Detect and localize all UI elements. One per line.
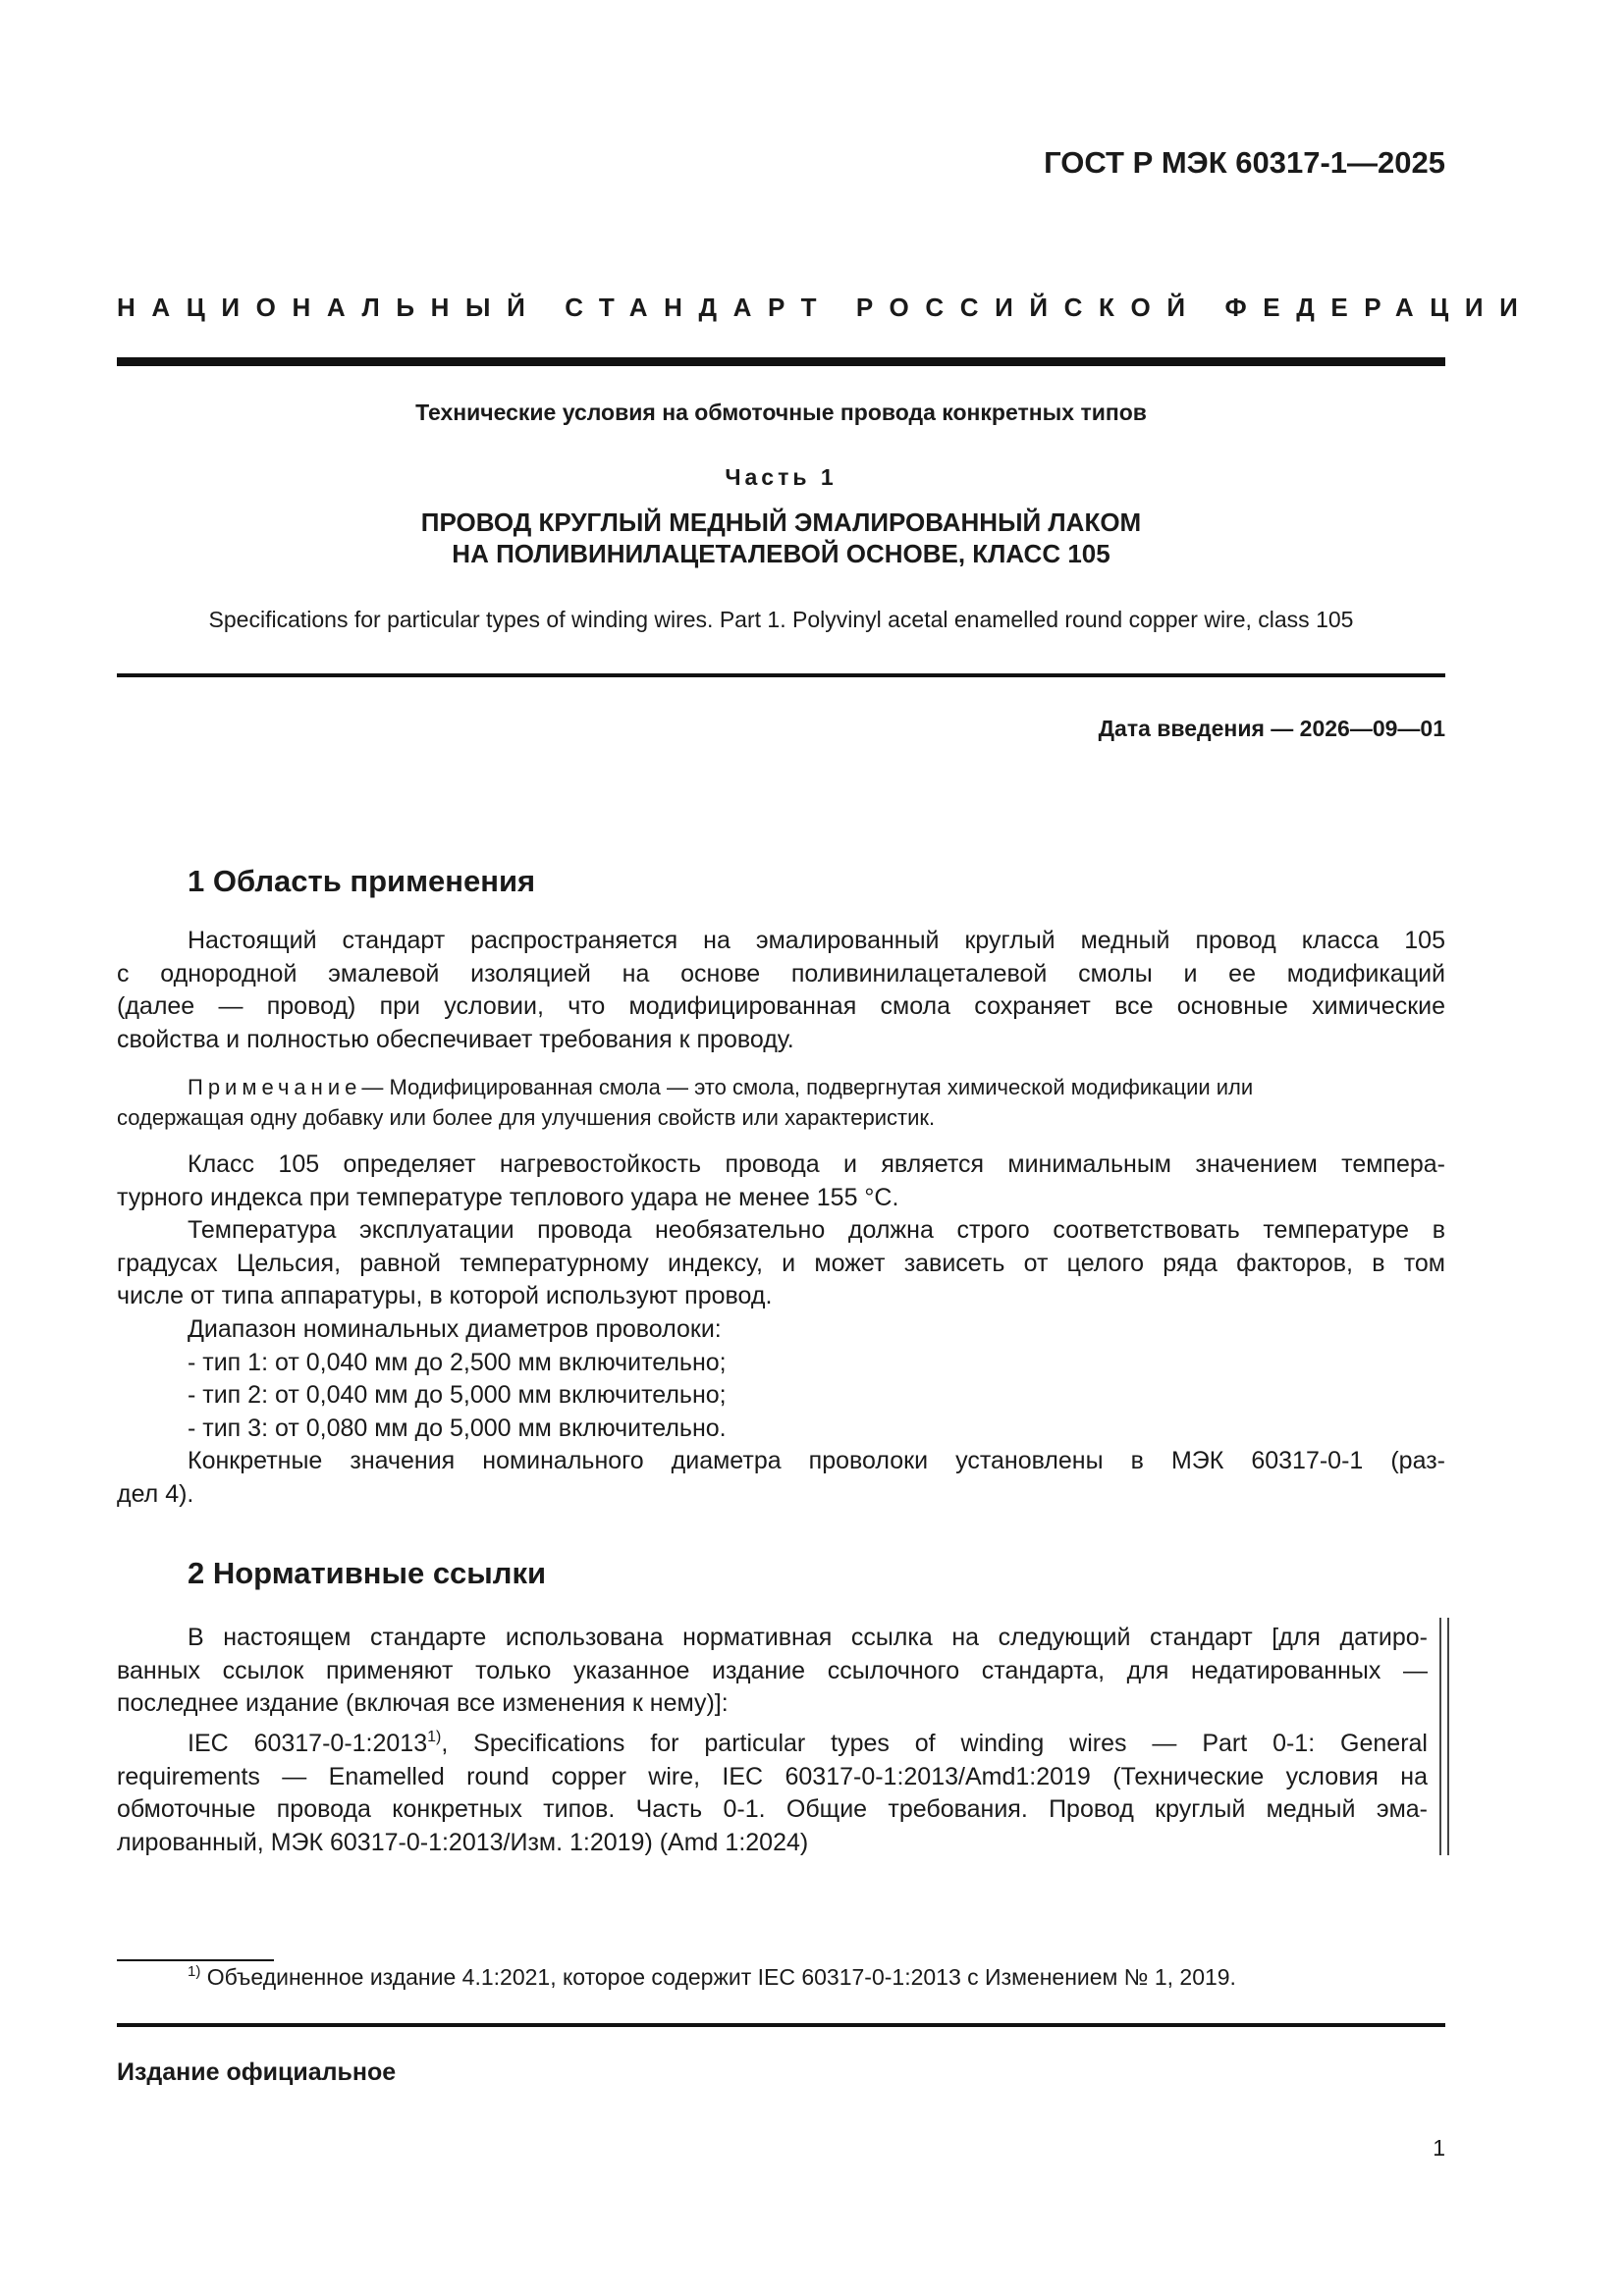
text-line: Класс 105 определяет нагревостойкость провода и является минимальным значением темпера- <box>188 1150 1445 1178</box>
text-line: с однородной эмалевой изоляцией на основе поливинилацеталевой смолы и ее модификаций <box>117 959 1445 988</box>
document-code: ГОСТ Р МЭК 60317-1—2025 <box>1044 145 1445 180</box>
reference-text: , Specifications for particular types of winding wires — Part 0-1: General <box>441 1730 1428 1757</box>
introduction-date: Дата введения — 2026—09—01 <box>1098 716 1445 741</box>
note <box>117 1072 1445 1133</box>
section-1-paragraph-3 <box>117 1214 1445 1313</box>
text-line: (далее — провод) при условии, что модифицированная смола сохраняет все основные химические <box>117 992 1445 1020</box>
footnote <box>188 1963 1236 1991</box>
change-bar <box>1447 1618 1449 1855</box>
list-item: - тип 1: от 0,040 мм до 2,500 мм включительно; <box>188 1349 727 1376</box>
text-line: ванных ссылок применяют только указанное издание ссылочного стандарта, для недатированных — <box>117 1656 1428 1684</box>
document-subtitle: Технические условия на обмоточные провода конкретных типов <box>415 400 1147 425</box>
text-line: градусах Цельсия, равной температурному индексу, и может зависеть от целого ряда факторов, в том <box>117 1249 1445 1277</box>
text-line: турного индекса при температуре теплового удара не менее 155 °С. <box>117 1183 899 1211</box>
list-item: - тип 2: от 0,040 мм до 5,000 мм включительно; <box>188 1381 727 1409</box>
section-2-heading: 2 Нормативные ссылки <box>188 1556 547 1590</box>
change-bar <box>1439 1618 1441 1855</box>
list-item: - тип 3: от 0,080 мм до 5,000 мм включительно. <box>188 1415 727 1442</box>
note-text: — Модифицированная смола — это смола, подвергнутая химической модификации или <box>361 1075 1254 1099</box>
official-edition-label: Издание официальное <box>117 2058 397 2086</box>
section-1-paragraph-2 <box>117 1148 1445 1214</box>
title-line-2: НА ПОЛИВИНИЛАЦЕТАЛЕВОЙ ОСНОВЕ, КЛАСС 105 <box>452 539 1110 568</box>
reference-code: IEC 60317-0-1:2013 <box>188 1730 428 1757</box>
text-line: Температура эксплуатации провода необязательно должна строго соответствовать температуре в <box>188 1216 1445 1244</box>
header-rule <box>117 357 1445 366</box>
text-line: последнее издание (включая все изменения к нему)]: <box>117 1689 729 1717</box>
text-line: Диапазон номинальных диаметров проволоки: <box>188 1315 722 1343</box>
text-line: Конкретные значения номинального диаметра проволоки установлены в МЭК 60317-0-1 (раз- <box>188 1447 1445 1474</box>
title-rule <box>117 673 1445 677</box>
footer-rule <box>117 2023 1445 2027</box>
page-number: 1 <box>1433 2135 1445 2161</box>
title-line-1: ПРОВОД КРУГЛЫЙ МЕДНЫЙ ЭМАЛИРОВАННЫЙ ЛАКОМ <box>420 507 1142 537</box>
note-label: Примечание <box>188 1075 362 1099</box>
section-1-paragraph-4 <box>117 1313 1445 1347</box>
text-line: Настоящий стандарт распространяется на эмалированный круглый медный провод класса 105 <box>188 927 1445 954</box>
normative-reference <box>117 1721 1428 1859</box>
footnote-text: Объединенное издание 4.1:2021, которое содержит IEC 60317-0-1:2013 с Изменением № 1, 2019. <box>200 1964 1236 1990</box>
text-line: числе от типа аппаратуры, в которой используют провод. <box>117 1282 773 1309</box>
note-text: содержащая одну добавку или более для улучшения свойств или характеристик. <box>117 1105 936 1130</box>
section-1-paragraph-5 <box>117 1445 1445 1511</box>
text-line <box>117 1721 1428 1761</box>
national-standard-banner: НАЦИОНАЛЬНЫЙ СТАНДАРТ РОССИЙСКОЙ ФЕДЕРАЦИИ <box>117 293 1535 322</box>
section-2-paragraph-1 <box>117 1622 1428 1721</box>
document-title <box>117 507 1445 569</box>
text-line: обмоточные провода конкретных типов. Часть 0-1. Общие требования. Провод круглый медный эма- <box>117 1795 1428 1823</box>
text-line: requirements — Enamelled round copper wire, IEC 60317-0-1:2013/Amd1:2019 (Технические условия на <box>117 1762 1428 1790</box>
text-line: свойства и полностью обеспечивает требования к проводу. <box>117 1025 794 1053</box>
text-line: дел 4). <box>117 1479 194 1508</box>
text-line: В настоящем стандарте использована нормативная ссылка на следующий стандарт [для датиро- <box>188 1624 1428 1651</box>
footnote-rule <box>117 1959 274 1961</box>
section-1-heading: 1 Область применения <box>188 864 536 898</box>
section-1-paragraph-1 <box>117 925 1445 1056</box>
english-title: Specifications for particular types of winding wires. Part 1. Polyvinyl acetal enamelled round copper wire, class 105 <box>208 607 1354 632</box>
part-label: Часть 1 <box>725 464 838 490</box>
footnote-marker: 1) <box>427 1729 442 1745</box>
text-line: лированный, МЭК 60317-0-1:2013/Изм. 1:2019) (Amd 1:2024) <box>117 1828 809 1856</box>
footnote-marker: 1) <box>188 1963 201 1980</box>
